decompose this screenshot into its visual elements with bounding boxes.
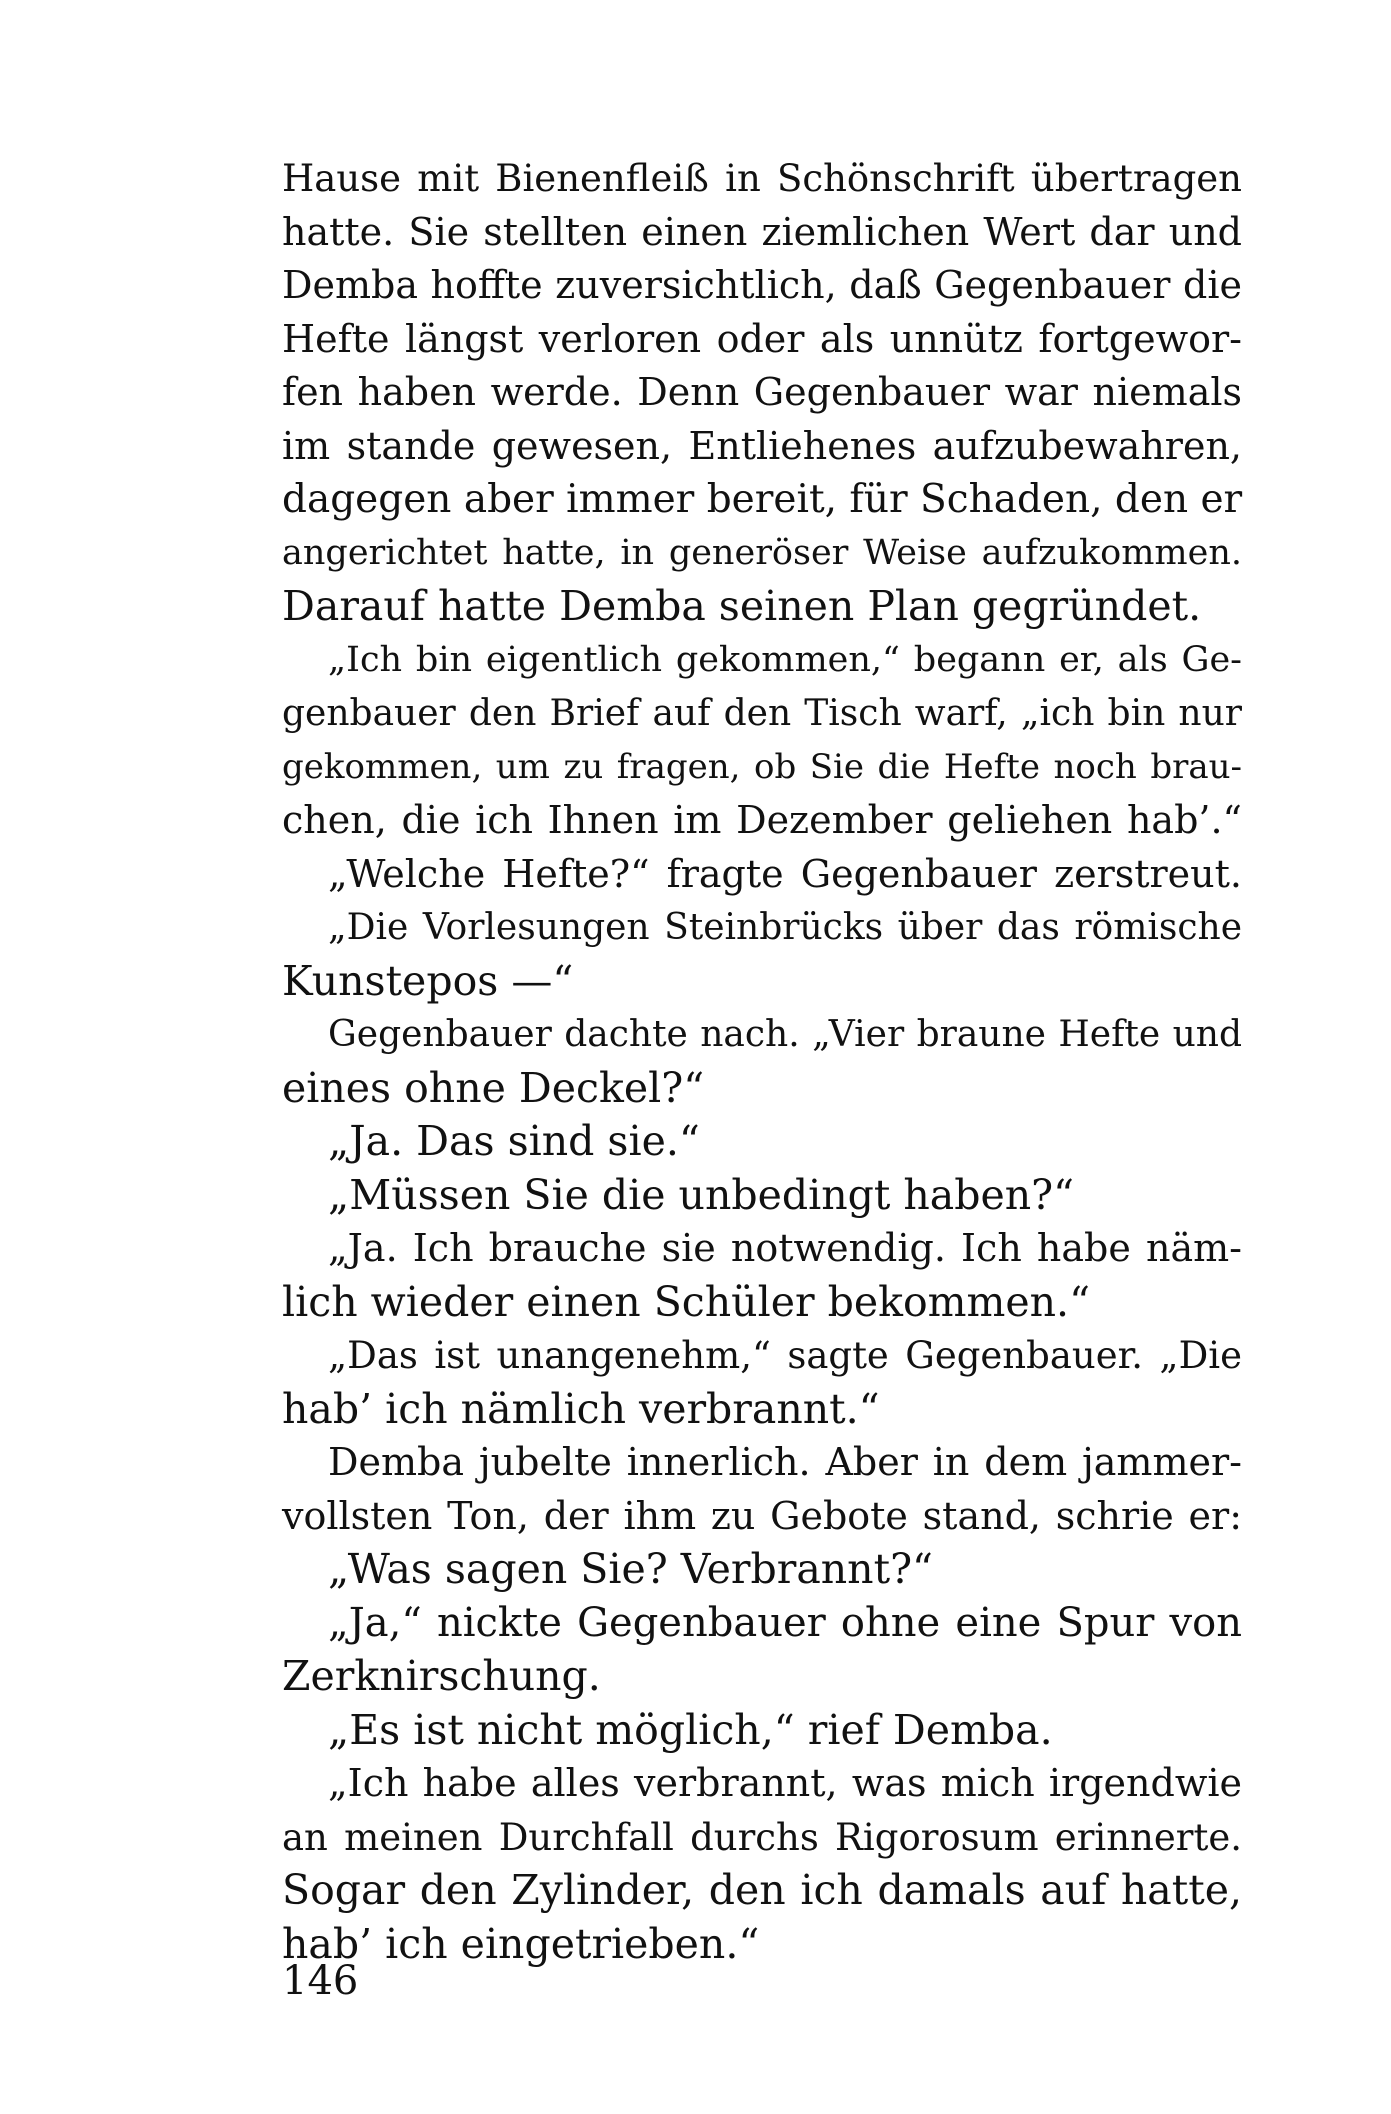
text-line: fen haben werde. Denn Gegenbauer war niemals	[282, 370, 1242, 414]
text-line: genbauer den Brief auf den Tisch warf, „ich bin nur	[282, 693, 1242, 734]
text-line: dagegen aber immer bereit, für Schaden, den er	[282, 477, 1243, 522]
text-line: „Müssen Sie die unbedingt haben?“	[328, 1170, 1075, 1219]
text-line: Gegenbauer dachte nach. „Vier braune Hefte und	[328, 1014, 1242, 1055]
text-line: hab’ ich nämlich verbrannt.“	[282, 1384, 880, 1433]
text-line: Hause mit Bienenfleiß in Schönschrift übertragen	[282, 157, 1242, 200]
text-line: „Es ist nicht möglich,“ rief Demba.	[328, 1705, 1053, 1754]
body-text	[282, 152, 1242, 1971]
page-number: 146	[282, 1958, 359, 2004]
text-line: vollsten Ton, der ihm zu Gebote stand, schrie er:	[282, 1493, 1242, 1538]
text-line: angerichtet hatte, in generöser Weise aufzukommen.	[282, 532, 1242, 573]
text-line: „Welche Hefte?“ fragte Gegenbauer zerstreut.	[328, 851, 1242, 896]
text-line: Demba hoffte zuversichtlich, daß Gegenbauer die	[282, 263, 1242, 307]
text-line: „Ja,“ nickte Gegenbauer ohne eine Spur von	[328, 1599, 1242, 1646]
text-line: „Was sagen Sie? Verbrannt?“	[328, 1545, 934, 1593]
text-line: „Das ist unangenehm,“ sagte Gegenbauer. „Die	[328, 1334, 1242, 1377]
text-line: „Ja. Ich brauche sie notwendig. Ich habe näm-	[328, 1226, 1242, 1270]
text-line: eines ohne Deckel?“	[282, 1063, 705, 1112]
text-line: „Ich bin eigentlich gekommen,“ begann er, als Ge-	[328, 639, 1242, 680]
text-line: Kunstepos —“	[282, 956, 574, 1005]
text-line: im stande gewesen, Entliehenes aufzubewahren,	[282, 423, 1242, 468]
text-line: lich wieder einen Schüler bekommen.“	[282, 1277, 1091, 1326]
text-line: Darauf hatte Demba seinen Plan gegründet.	[282, 582, 1202, 630]
text-line: hatte. Sie stellten einen ziemlichen Wert dar und	[282, 209, 1242, 254]
text-line: Sogar den Zylinder, den ich damals auf hatte,	[282, 1866, 1242, 1914]
text-line: „Die Vorlesungen Steinbrücks über das römische	[328, 907, 1242, 948]
text-line: Hefte längst verloren oder als unnütz fortgewor-	[282, 316, 1242, 361]
text-line: Zerknirschung.	[282, 1652, 601, 1700]
text-line: gekommen, um zu fragen, ob Sie die Hefte noch brau-	[282, 746, 1242, 787]
text-line: hab’ ich eingetrieben.“	[282, 1919, 760, 1968]
text-line: „Ja. Das sind sie.“	[328, 1117, 700, 1165]
text-line: Demba jubelte innerlich. Aber in dem jammer-	[328, 1440, 1242, 1484]
text-line: chen, die ich Ihnen im Dezember geliehen hab’.“	[282, 798, 1242, 842]
text-line: „Ich habe alles verbrannt, was mich irgendwie	[328, 1761, 1242, 1805]
text-line: an meinen Durchfall durchs Rigorosum erinnerte.	[282, 1815, 1242, 1859]
